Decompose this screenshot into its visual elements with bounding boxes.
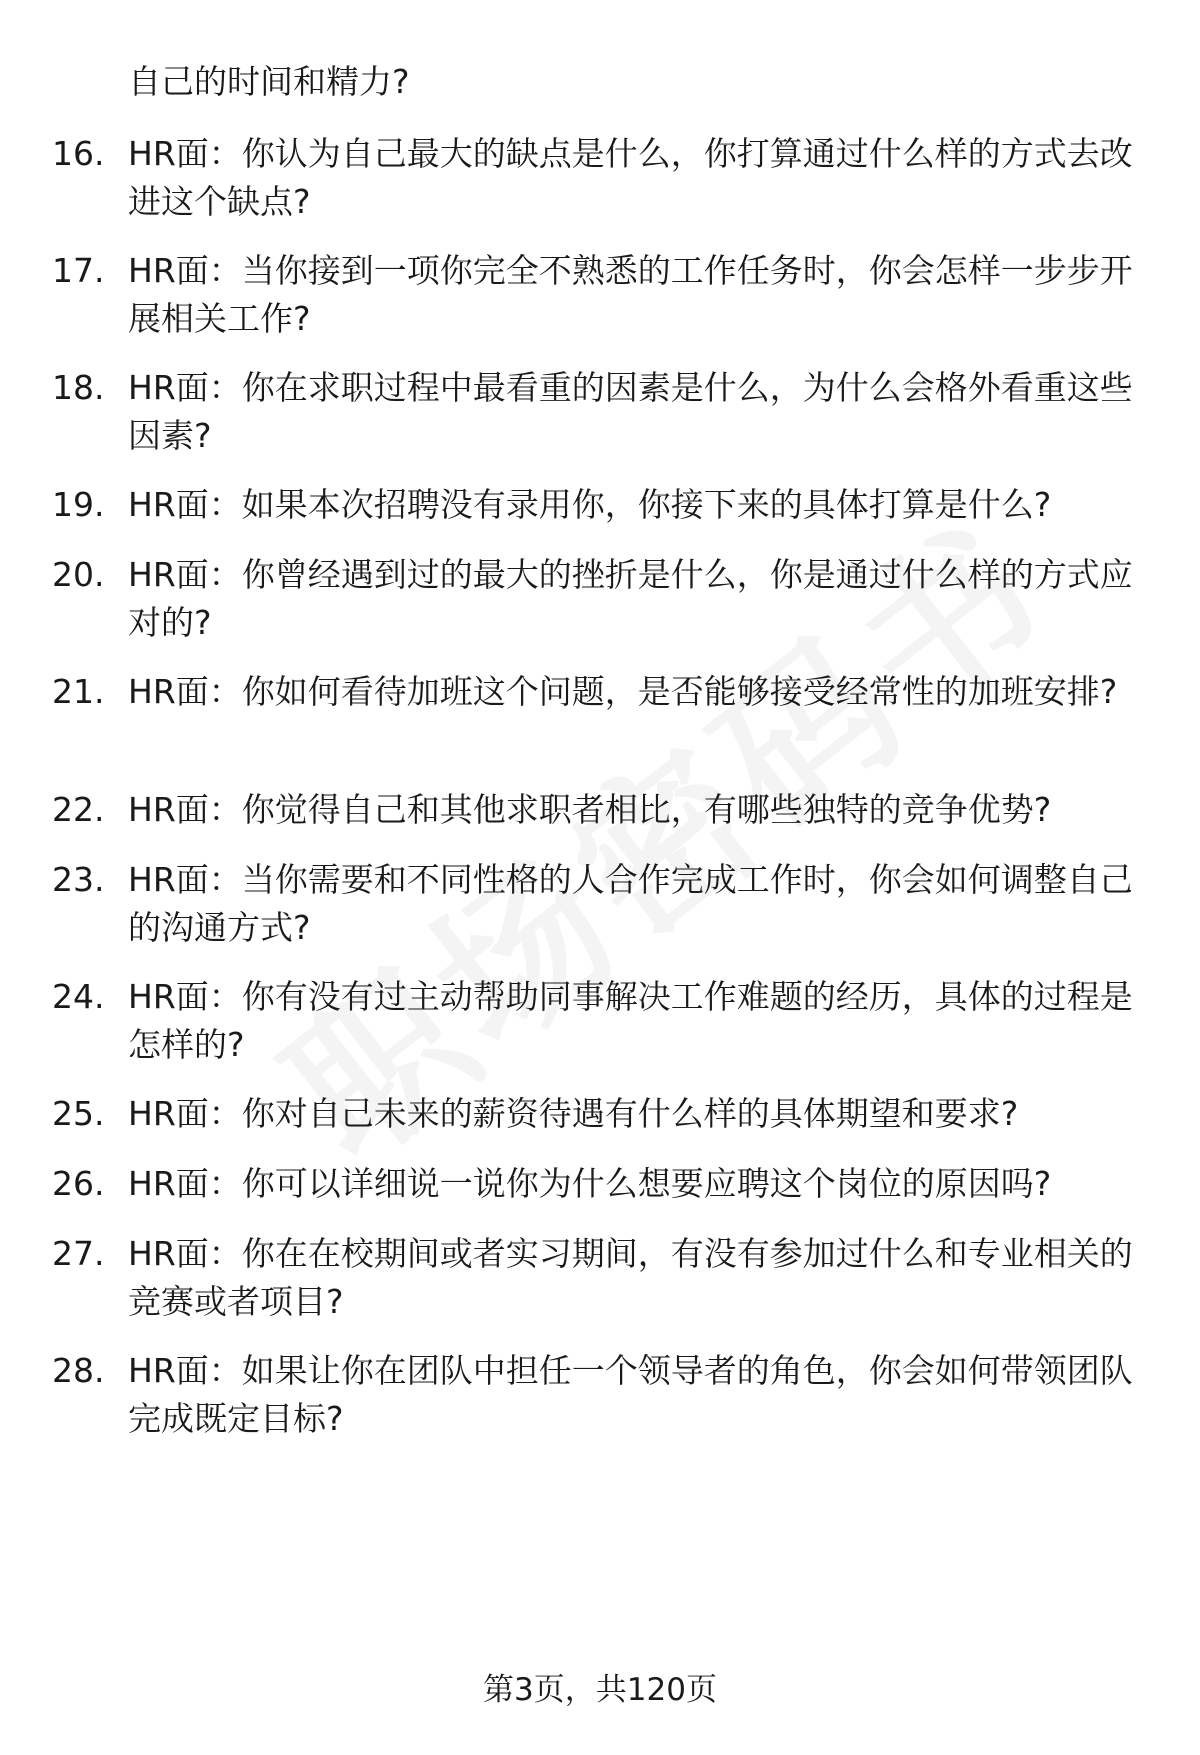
question-number: 21. — [52, 672, 105, 711]
question-text: HR面：你可以详细说一说你为什么想要应聘这个岗位的原因吗? — [128, 1164, 1052, 1203]
question-text: HR面：当你需要和不同性格的人合作完成工作时，你会如何调整自己的沟通方式? — [128, 860, 1133, 947]
question-number: 27. — [52, 1234, 105, 1273]
question-number: 25. — [52, 1094, 105, 1133]
question-number: 26. — [52, 1164, 105, 1203]
question-text: HR面：你认为自己最大的缺点是什么，你打算通过什么样的方式去改进这个缺点? — [128, 134, 1133, 221]
question-number: 16. — [52, 134, 105, 173]
question-number: 20. — [52, 555, 105, 594]
question-number: 22. — [52, 790, 105, 829]
question-text: HR面：你在在校期间或者实习期间，有没有参加过什么和专业相关的竞赛或者项目? — [128, 1234, 1133, 1321]
question-text: HR面：当你接到一项你完全不熟悉的工作任务时，你会怎样一步步开展相关工作? — [128, 251, 1133, 338]
question-number: 17. — [52, 251, 105, 290]
question-number: 28. — [52, 1351, 105, 1390]
question-text: HR面：你有没有过主动帮助同事解决工作难题的经历，具体的过程是怎样的? — [128, 977, 1133, 1064]
question-number: 19. — [52, 485, 105, 524]
continuation-text: 自己的时间和精力? — [128, 62, 410, 101]
question-text: HR面：如果让你在团队中担任一个领导者的角色，你会如何带领团队完成既定目标? — [128, 1351, 1133, 1438]
question-text: HR面：你如何看待加班这个问题，是否能够接受经常性的加班安排? — [128, 672, 1118, 711]
question-text: HR面：你在求职过程中最看重的因素是什么，为什么会格外看重这些因素? — [128, 368, 1133, 455]
question-number: 24. — [52, 977, 105, 1016]
question-text: HR面：你觉得自己和其他求职者相比，有哪些独特的竞争优势? — [128, 790, 1052, 829]
question-text: HR面：如果本次招聘没有录用你，你接下来的具体打算是什么? — [128, 485, 1052, 524]
question-text: HR面：你对自己未来的薪资待遇有什么样的具体期望和要求? — [128, 1094, 1019, 1133]
question-text: HR面：你曾经遇到过的最大的挫折是什么，你是通过什么样的方式应对的? — [128, 555, 1133, 642]
page-footer: 第3页，共120页 — [483, 1672, 717, 1708]
question-number: 18. — [52, 368, 105, 407]
question-number: 23. — [52, 860, 105, 899]
